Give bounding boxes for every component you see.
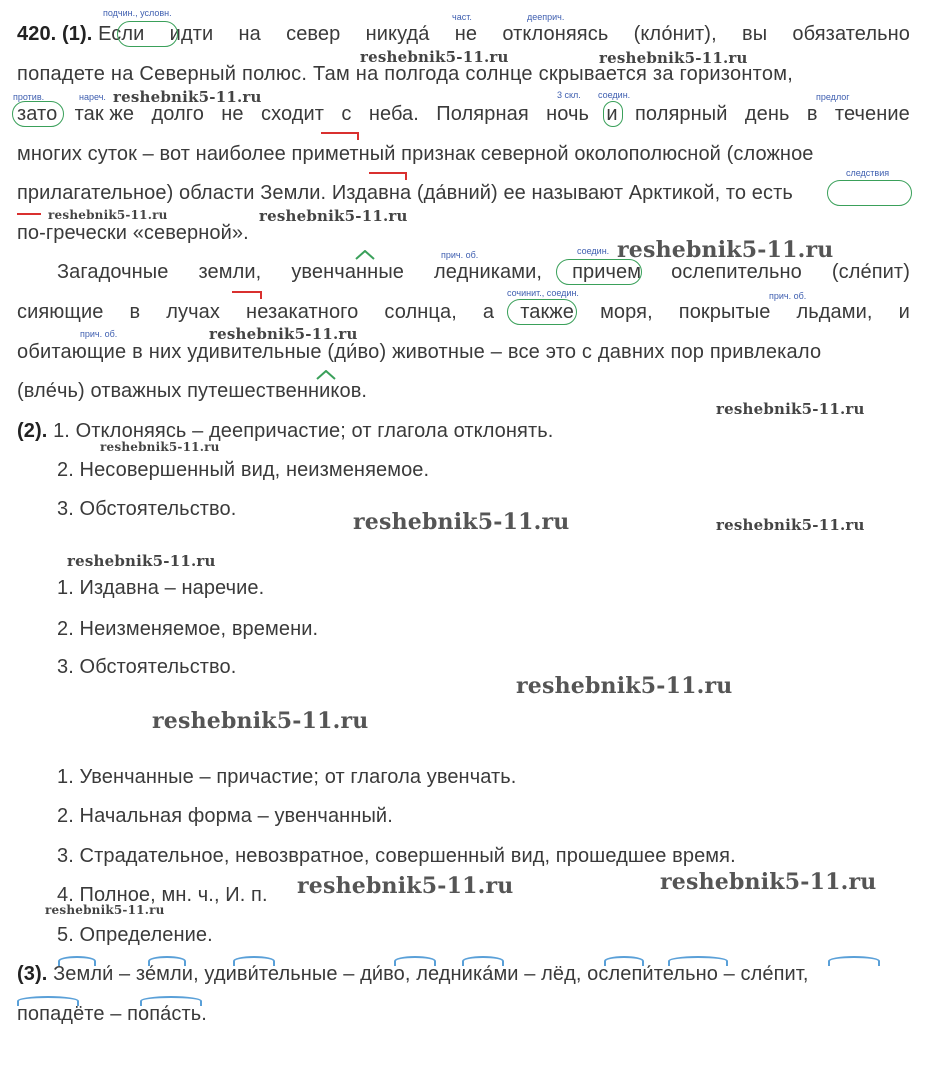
text-line-10: (вле́чь) отважных путешественников. (17, 380, 368, 402)
analysis-item: 4. Полное, мн. ч., И. п. (57, 884, 268, 906)
tag-soedin: соедин. (598, 90, 631, 100)
word: не (221, 103, 244, 125)
watermark: reshebnik5-11.ru (716, 400, 865, 418)
word: а (482, 301, 495, 323)
word: не (454, 23, 478, 45)
oval-zato (12, 101, 64, 127)
text-line-5: прилагательное) области Земли. Издавна (да́вний) ее называют Арктикой, то есть (17, 182, 793, 204)
oval-to-est (827, 180, 912, 206)
word: сияющие (17, 301, 104, 323)
word: в (129, 301, 141, 323)
word: покрытые (678, 301, 771, 323)
task-number: 420. (17, 23, 57, 45)
suffix-mark (355, 250, 375, 260)
tag-protiv: против. (13, 92, 45, 102)
watermark: reshebnik5-11.ru (152, 708, 369, 734)
root-arc (17, 996, 79, 1006)
watermark: reshebnik5-11.ru (48, 208, 168, 222)
oval-takzhe (507, 299, 577, 325)
word: (кло́нит), (633, 23, 717, 45)
prefix-mark (321, 132, 359, 140)
word: лучах (166, 301, 220, 323)
watermark: reshebnik5-11.ru (45, 903, 165, 917)
tag-soedin-2: соедин. (577, 246, 610, 256)
part1-marker: (1). (62, 23, 93, 45)
analysis-item: 2. Несовершенный вид, неизменяемое. (57, 459, 430, 481)
tag-deeprich: дееприч. (527, 12, 565, 22)
analysis-item: 1. Издавна – наречие. (57, 577, 265, 599)
word: никуда́ (365, 23, 430, 45)
tag-chast: част. (452, 12, 472, 22)
watermark: reshebnik5-11.ru (716, 516, 865, 534)
word: Полярная (436, 103, 529, 125)
word: и (898, 301, 910, 323)
word: север (286, 23, 341, 45)
analysis-item: 1. Отклоняясь – деепричастие; от глагола отклонять. (53, 420, 554, 442)
word: солнца, (384, 301, 457, 323)
watermark: reshebnik5-11.ru (297, 873, 514, 899)
analysis-item: 3. Страдательное, невозвратное, совершенный вид, прошедшее время. (57, 845, 736, 867)
oval-i (603, 101, 623, 127)
watermark: reshebnik5-11.ru (617, 237, 834, 263)
root-arc (140, 996, 202, 1006)
tag-podchin: подчин., условн. (103, 8, 172, 18)
analysis-item: 2. Начальная форма – увенчанный. (57, 805, 393, 827)
root-arc (604, 956, 644, 966)
tag-narech: нареч. (79, 92, 106, 102)
tag-3skl: 3 скл. (557, 90, 581, 100)
word: обязательно (792, 23, 910, 45)
root-arc (828, 956, 880, 966)
text-line-4: многих суток – вот наиболее приметный признак северной околополюсной (сложное (17, 143, 814, 165)
text-line-9: обитающие в них удивительные (ди́во) животные – все это с давних пор привлекало (17, 341, 822, 363)
watermark: reshebnik5-11.ru (599, 49, 748, 67)
word: в (806, 103, 818, 125)
word: отклоняясь (502, 23, 609, 45)
watermark: reshebnik5-11.ru (113, 88, 262, 106)
watermark: reshebnik5-11.ru (67, 552, 216, 570)
word: (сле́пит) (831, 261, 910, 283)
word: течение (834, 103, 910, 125)
suffix-mark (316, 370, 336, 380)
word: ослепительно (671, 261, 802, 283)
word-takzhe: также (520, 301, 575, 323)
watermark: reshebnik5-11.ru (516, 673, 733, 699)
word: сходит (260, 103, 325, 125)
text-line-8 (17, 300, 910, 324)
word: незакатного (246, 301, 359, 323)
text-line-2: попадете на Северный полюс. Там на полгода солнце скрывается за горизонтом, (17, 63, 794, 85)
watermark: reshebnik5-11.ru (360, 48, 509, 66)
word-i: и (606, 103, 618, 125)
word: неба. (368, 103, 419, 125)
prefix-mark (232, 291, 262, 299)
word: увенчанные (291, 261, 405, 283)
watermark: reshebnik5-11.ru (259, 207, 408, 225)
word: долго (151, 103, 204, 125)
word-roots: Земли́ – зе́мли, удиви́тельные – ди́во, ледника́ми – лёд, ослепи́тельно – сле́пит, (53, 963, 809, 985)
tag-sledstvia: следствия (846, 168, 890, 178)
tag-prich-ob-1: прич. об. (441, 250, 479, 260)
part3-marker: (3). (17, 963, 48, 985)
word: на (238, 23, 261, 45)
tag-predlog: предлог (816, 92, 850, 102)
tag-prich-ob-2: прич. об. (769, 291, 807, 301)
word-esli: Если (98, 23, 145, 45)
word: моря, (600, 301, 653, 323)
root-arc (668, 956, 728, 966)
word: идти (169, 23, 214, 45)
word: так же (74, 103, 135, 125)
watermark: reshebnik5-11.ru (353, 509, 570, 535)
root-arc (58, 956, 96, 966)
word: ледниками, (434, 261, 543, 283)
root-arc (233, 956, 275, 966)
part2-line-1 (17, 419, 553, 443)
word-prichem: причем (572, 261, 642, 283)
analysis-item: 5. Определение. (57, 924, 213, 946)
tag-sochinit: сочинит., соедин. (507, 288, 579, 298)
root-arc (462, 956, 504, 966)
prefix-mark (369, 172, 407, 180)
word: с (341, 103, 352, 125)
analysis-item: 1. Увенчанные – причастие; от глагола увенчать. (57, 766, 517, 788)
root-arc (394, 956, 436, 966)
word: льдами, (796, 301, 873, 323)
root-arc (148, 956, 186, 966)
word: земли, (198, 261, 262, 283)
watermark: reshebnik5-11.ru (660, 869, 877, 895)
watermark: reshebnik5-11.ru (209, 325, 358, 343)
word-zato: зато (17, 103, 58, 125)
word: ночь (546, 103, 590, 125)
watermark: reshebnik5-11.ru (100, 440, 220, 454)
part2-marker: (2). (17, 420, 48, 442)
oval-esli (117, 21, 178, 47)
prefix-mark (17, 213, 41, 215)
text-line-7 (57, 260, 910, 284)
part3-line-2: попадёте – попа́сть. (17, 1003, 207, 1025)
word: день (744, 103, 790, 125)
text-line-6: по-гречески «северной». (17, 222, 249, 244)
analysis-item: 3. Обстоятельство. (57, 498, 237, 520)
tag-prich-ob-3: прич. об. (80, 329, 118, 339)
word: Загадочные (57, 261, 169, 283)
analysis-item: 3. Обстоятельство. (57, 656, 237, 678)
word: вы (741, 23, 768, 45)
analysis-item: 2. Неизменяемое, времени. (57, 618, 319, 640)
word: полярный (634, 103, 728, 125)
